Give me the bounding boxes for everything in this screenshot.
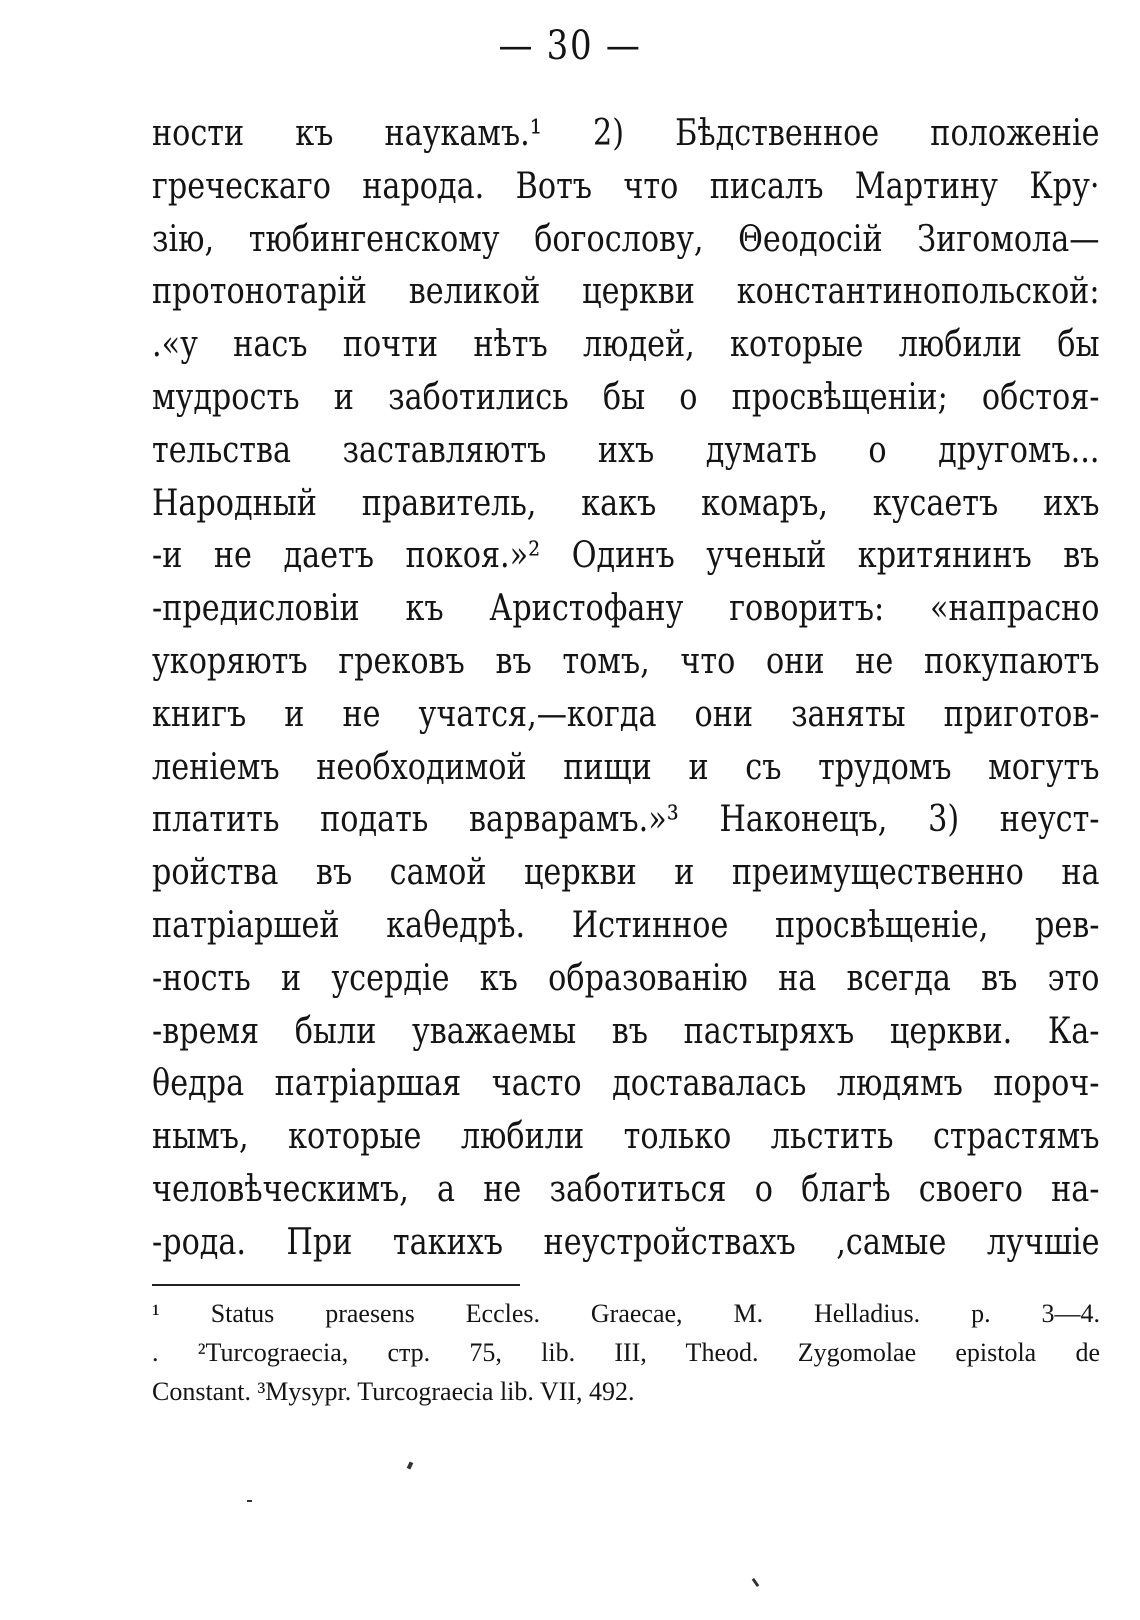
text-line: книгъ и не учатся,—когда они заняты приготов- <box>152 693 1100 735</box>
body-text <box>152 108 1100 1270</box>
text-line: патрiаршей каθедрѣ. Истинное просвѣщенiе, рев- <box>152 904 1100 946</box>
text-line: укоряютъ грековъ въ томъ, что они не покупаютъ <box>152 640 1100 682</box>
text-line: ройства въ самой церкви и преимущественно на <box>152 852 1100 894</box>
scan-speck <box>247 1500 252 1502</box>
scan-speck <box>752 1578 760 1587</box>
footnote-line: Constant. ³Mysypr. Turcograecia lib. VII, 492. <box>152 1377 635 1406</box>
text-line: .«у насъ почти нѣтъ людей, которые любили бы <box>152 324 1100 366</box>
text-line: зiю, тюбингенскому богослову, Θеодосiй Зигомола— <box>152 218 1100 260</box>
footnotes <box>152 1294 1100 1411</box>
text-line: -предисловiи къ Аристофану говоритъ: «напрасно <box>152 588 1100 630</box>
text-line: Народный правитель, какъ комаръ, кусаетъ ихъ <box>152 482 1100 524</box>
text-line: протонотарiй великой церкви константинопольской: <box>152 271 1100 313</box>
text-line: θедра патрiаршая часто доставалась людямъ пороч- <box>152 1063 1100 1105</box>
text-line: -время были уважаемы въ пастыряхъ церкви. Ка- <box>152 1010 1100 1052</box>
text-line: -и не даетъ покоя.»² Одинъ ученый критянинъ въ <box>152 535 1100 577</box>
page-number: — 30 — <box>498 23 642 69</box>
text-line: -рода. При такихъ неустройствахъ ,самые лучшiе <box>152 1221 1100 1263</box>
text-line: ности къ наукамъ.¹ 2) Бѣдственное положенiе <box>152 113 1100 154</box>
text-line: платить подать варварамъ.»³ Наконецъ, 3) неуст- <box>152 799 1100 841</box>
text-line: ленiемъ необходимой пищи и съ трудомъ могутъ <box>152 746 1100 788</box>
footnote-rule <box>152 1284 520 1286</box>
text-line: нымъ, которые любили только льстить страстямъ <box>152 1116 1100 1158</box>
text-line: греческаго народа. Вотъ что писалъ Мартину Кру· <box>152 165 1100 207</box>
text-line: человѣческимъ, а не заботиться о благѣ своего на- <box>152 1168 1100 1210</box>
footnote-line: ¹ Status praesens Eccles. Graecae, M. Helladius. p. 3—4. <box>152 1299 1100 1328</box>
text-line: -ность и усердiе къ образованiю на всегда въ это <box>152 957 1100 999</box>
scan-speck <box>407 1461 414 1469</box>
text-line: мудрость и заботились бы о просвѣщенiи; обстоя- <box>152 376 1100 418</box>
footnote-line: . ²Turcograecia, стр. 75, lib. III, Theod. Zygomolae epistola de <box>152 1338 1100 1367</box>
text-line: тельства заставляютъ ихъ думать о другомъ... <box>152 429 1100 471</box>
